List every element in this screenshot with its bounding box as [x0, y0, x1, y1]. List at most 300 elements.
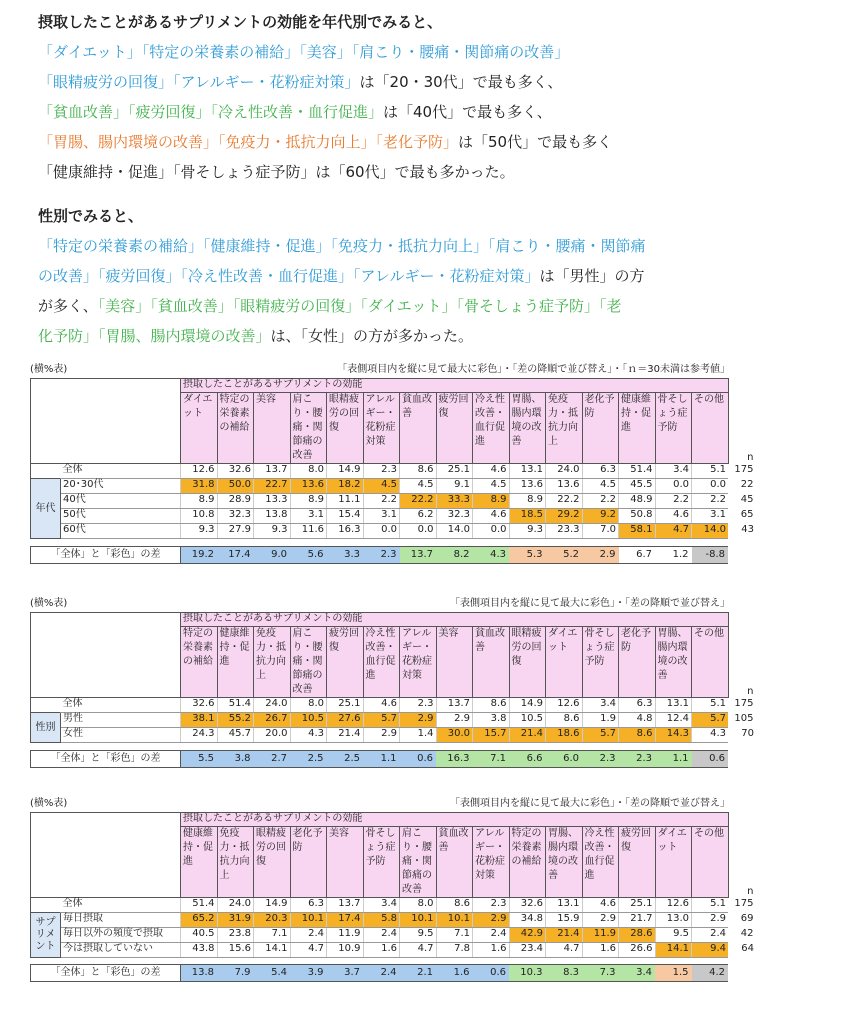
value-cell: 58.1	[619, 524, 656, 539]
value-cell: 33.3	[436, 494, 473, 509]
value-cell: 28.6	[619, 928, 656, 943]
value-cell: 0.0	[363, 524, 400, 539]
table-row	[31, 713, 757, 728]
value-cell: 25.1	[619, 898, 656, 913]
value-cell: 14.9	[509, 698, 546, 713]
difference-label: 「全体」と「彩色」の差	[31, 965, 181, 982]
value-cell: 18.6	[546, 728, 583, 743]
value-cell: 65.2	[181, 913, 218, 928]
value-cell: 6.2	[400, 509, 437, 524]
difference-cell: 4.3	[473, 547, 510, 564]
value-cell: 14.0	[436, 524, 473, 539]
value-cell: 23.8	[217, 928, 254, 943]
summary-segment: 「眼精疲労の回復」「アレルギー・花粉症対策」	[38, 73, 360, 91]
difference-cell: 0.6	[400, 751, 437, 768]
difference-cell: 5.2	[546, 547, 583, 564]
value-cell: 1.6	[582, 943, 619, 958]
difference-cell: 2.3	[619, 751, 656, 768]
value-cell: 5.7	[582, 728, 619, 743]
difference-cell: 2.5	[290, 751, 327, 768]
value-cell: 4.8	[619, 713, 656, 728]
difference-cell: 0.6	[692, 751, 729, 768]
difference-cell: 4.2	[692, 965, 729, 982]
row-label: 今は摂取していない	[61, 943, 181, 958]
summary-line	[38, 98, 552, 126]
value-cell: 11.9	[327, 928, 364, 943]
value-cell: 0.0	[655, 479, 692, 494]
value-cell: 3.4	[582, 698, 619, 713]
value-cell: 9.4	[692, 943, 729, 958]
value-cell: 13.7	[254, 464, 291, 479]
value-cell: 24.0	[254, 698, 291, 713]
value-cell: 4.5	[400, 479, 437, 494]
table-row	[31, 524, 757, 539]
value-cell: 2.9	[582, 913, 619, 928]
value-cell: 8.9	[181, 494, 218, 509]
difference-cell: 13.7	[400, 547, 437, 564]
difference-cell: 16.3	[436, 751, 473, 768]
difference-cell: 6.0	[546, 751, 583, 768]
difference-cell: 1.6	[436, 965, 473, 982]
value-cell: 4.5	[473, 479, 510, 494]
value-cell: 24.0	[546, 464, 583, 479]
summary-segment: 「胃腸、腸内環境の改善」「免疫力・抵抗力向上」「老化予防」	[38, 133, 459, 151]
value-cell: 8.9	[473, 494, 510, 509]
difference-cell: -8.8	[692, 547, 729, 564]
column-header: 疲労回復	[619, 827, 656, 898]
row-label: 40代	[61, 494, 181, 509]
value-cell: 43.8	[181, 943, 218, 958]
row-label: 毎日以外の頻度で摂取	[61, 928, 181, 943]
n-value: 175	[734, 697, 754, 709]
row-label: 全体	[61, 698, 181, 713]
column-header: その他	[692, 393, 729, 464]
table-caption: (横%表)	[30, 598, 68, 609]
value-cell: 22.2	[546, 494, 583, 509]
row-label: 毎日摂取	[61, 913, 181, 928]
blank-cell	[31, 464, 61, 479]
summary-line	[38, 322, 473, 350]
value-cell: 5.8	[363, 913, 400, 928]
difference-cell: 2.4	[363, 965, 400, 982]
column-header: 美容	[436, 627, 473, 698]
difference-cell: 13.8	[181, 965, 218, 982]
value-cell: 32.6	[217, 464, 254, 479]
value-cell: 9.3	[181, 524, 218, 539]
value-cell: 4.7	[400, 943, 437, 958]
column-header: 冷え性改善・血行促進	[363, 627, 400, 698]
value-cell: 6.3	[290, 898, 327, 913]
value-cell: 8.6	[546, 713, 583, 728]
difference-cell: 3.7	[327, 965, 364, 982]
difference-cell: 1.1	[655, 751, 692, 768]
value-cell: 2.3	[400, 698, 437, 713]
value-cell: 4.3	[290, 728, 327, 743]
section-heading: 性別でみると、	[38, 207, 144, 225]
header-title: 摂取したことがあるサプリメントの効能	[181, 379, 729, 393]
data-table	[30, 378, 757, 539]
value-cell: 5.1	[692, 698, 729, 713]
summary-segment: 化予防」「胃腸、腸内環境の改善」	[38, 327, 271, 345]
value-cell: 7.1	[254, 928, 291, 943]
difference-row	[30, 964, 728, 982]
table-note: 「表側項目内を縦に見て最大に彩色」・「差の降順で並び替え」	[450, 798, 730, 809]
value-cell: 27.6	[327, 713, 364, 728]
row-label: 男性	[61, 713, 181, 728]
column-header: 美容	[254, 393, 291, 464]
value-cell: 11.9	[582, 928, 619, 943]
value-cell: 0.0	[473, 524, 510, 539]
value-cell: 20.0	[254, 728, 291, 743]
value-cell: 8.9	[509, 494, 546, 509]
value-cell: 10.1	[400, 913, 437, 928]
difference-cell: 6.7	[619, 547, 656, 564]
difference-cell: 10.3	[509, 965, 546, 982]
value-cell: 9.2	[582, 509, 619, 524]
value-cell: 13.8	[254, 509, 291, 524]
difference-cell: 7.3	[582, 965, 619, 982]
value-cell: 18.2	[327, 479, 364, 494]
n-value: 22	[740, 478, 754, 490]
value-cell: 14.1	[254, 943, 291, 958]
n-value: 70	[741, 727, 754, 739]
value-cell: 10.1	[436, 913, 473, 928]
value-cell: 25.1	[436, 464, 473, 479]
value-cell: 2.4	[363, 928, 400, 943]
column-header: 肩こり・腰痛・関節痛の改善	[400, 827, 437, 898]
value-cell: 15.7	[473, 728, 510, 743]
column-header: アレルギー・花粉症対策	[363, 393, 400, 464]
value-cell: 8.6	[436, 898, 473, 913]
value-cell: 14.3	[655, 728, 692, 743]
section-heading: 摂取したことがあるサプリメントの効能を年代別でみると、	[38, 13, 443, 31]
column-header: 美容	[327, 827, 364, 898]
row-group-label: 性別	[31, 713, 61, 743]
value-cell: 21.4	[509, 728, 546, 743]
difference-cell: 1.5	[655, 965, 692, 982]
value-cell: 5.1	[692, 898, 729, 913]
value-cell: 13.3	[254, 494, 291, 509]
difference-cell: 19.2	[181, 547, 218, 564]
value-cell: 13.6	[546, 479, 583, 494]
difference-label: 「全体」と「彩色」の差	[31, 751, 181, 768]
column-header: その他	[692, 827, 729, 898]
value-cell: 51.4	[619, 464, 656, 479]
value-cell: 5.1	[692, 464, 729, 479]
column-header: 胃腸、腸内環境の改善	[509, 393, 546, 464]
column-header: 眼精疲労の回復	[254, 827, 291, 898]
value-cell: 8.6	[473, 698, 510, 713]
value-cell: 8.9	[290, 494, 327, 509]
value-cell: 12.6	[546, 698, 583, 713]
value-cell: 9.3	[509, 524, 546, 539]
value-cell: 50.8	[619, 509, 656, 524]
table-caption: (横%表)	[30, 364, 68, 375]
difference-cell: 5.5	[181, 751, 218, 768]
row-group-label: サプリメント	[31, 913, 61, 958]
column-header: 貧血改善	[473, 627, 510, 698]
row-label: 全体	[61, 464, 181, 479]
value-cell: 2.4	[290, 928, 327, 943]
column-header: 特定の栄養素の補給	[217, 393, 254, 464]
value-cell: 51.4	[181, 898, 218, 913]
value-cell: 55.2	[217, 713, 254, 728]
value-cell: 1.4	[400, 728, 437, 743]
row-group-label: 年代	[31, 479, 61, 539]
value-cell: 38.1	[181, 713, 218, 728]
corner-cell	[31, 613, 181, 698]
column-header: 免疫力・抵抗力向上	[546, 393, 583, 464]
column-header: ダイエット	[181, 393, 218, 464]
n-value: 42	[740, 927, 754, 939]
difference-cell: 17.4	[217, 547, 254, 564]
value-cell: 1.6	[473, 943, 510, 958]
table-row	[31, 509, 757, 524]
value-cell: 5.7	[363, 713, 400, 728]
corner-cell	[31, 379, 181, 464]
value-cell: 3.1	[290, 509, 327, 524]
value-cell: 28.9	[217, 494, 254, 509]
difference-cell: 3.4	[619, 965, 656, 982]
value-cell: 23.4	[509, 943, 546, 958]
value-cell: 8.6	[619, 728, 656, 743]
table-note: 「表側項目内を縦に見て最大に彩色」・「差の降順で並び替え」・「ｎ＝30未満は参考値」	[337, 364, 730, 375]
table-row	[31, 479, 757, 494]
row-label: 20･30代	[61, 479, 181, 494]
difference-cell: 9.0	[254, 547, 291, 564]
value-cell: 24.0	[217, 898, 254, 913]
value-cell: 15.9	[546, 913, 583, 928]
header-title: 摂取したことがあるサプリメントの効能	[181, 813, 729, 827]
n-header: n	[747, 451, 754, 463]
value-cell: 2.9	[436, 713, 473, 728]
value-cell: 14.9	[254, 898, 291, 913]
difference-cell: 7.9	[217, 965, 254, 982]
value-cell: 14.1	[655, 943, 692, 958]
value-cell: 22.7	[254, 479, 291, 494]
value-cell: 8.6	[400, 464, 437, 479]
value-cell: 51.4	[217, 698, 254, 713]
value-cell: 23.3	[546, 524, 583, 539]
value-cell: 32.6	[181, 698, 218, 713]
value-cell: 11.1	[327, 494, 364, 509]
value-cell: 2.2	[363, 494, 400, 509]
n-header: n	[747, 885, 754, 897]
value-cell: 6.3	[582, 464, 619, 479]
blank-cell	[31, 698, 61, 713]
column-header: 疲労回復	[436, 393, 473, 464]
column-header: 免疫力・抵抗力向上	[217, 827, 254, 898]
column-header: ダイエット	[546, 627, 583, 698]
value-cell: 34.8	[509, 913, 546, 928]
column-header: 眼精疲労の回復	[327, 393, 364, 464]
value-cell: 50.0	[217, 479, 254, 494]
value-cell: 6.3	[619, 698, 656, 713]
value-cell: 2.4	[473, 928, 510, 943]
n-value: 175	[734, 897, 754, 909]
value-cell: 3.1	[692, 509, 729, 524]
value-cell: 29.2	[546, 509, 583, 524]
value-cell: 14.9	[327, 464, 364, 479]
difference-row	[30, 546, 728, 564]
table-row	[31, 494, 757, 509]
summary-line	[38, 292, 622, 320]
value-cell: 31.8	[181, 479, 218, 494]
value-cell: 2.3	[363, 464, 400, 479]
difference-cell: 7.1	[473, 751, 510, 768]
value-cell: 7.1	[436, 928, 473, 943]
value-cell: 2.9	[363, 728, 400, 743]
blank-cell	[728, 379, 756, 393]
difference-cell: 1.1	[363, 751, 400, 768]
column-header: 骨そしょう症予防	[582, 627, 619, 698]
table-caption: (横%表)	[30, 798, 68, 809]
column-header: 健康維持・促進	[181, 827, 218, 898]
value-cell: 13.1	[509, 464, 546, 479]
blank-cell	[31, 898, 61, 913]
value-cell: 4.6	[473, 509, 510, 524]
column-header: 老化予防	[290, 827, 327, 898]
value-cell: 32.6	[509, 898, 546, 913]
n-value: 65	[740, 508, 754, 520]
value-cell: 4.7	[546, 943, 583, 958]
value-cell: 10.8	[181, 509, 218, 524]
value-cell: 42.9	[509, 928, 546, 943]
column-header: 特定の栄養素の補給	[181, 627, 218, 698]
difference-cell: 5.3	[509, 547, 546, 564]
column-header: アレルギー・花粉症対策	[473, 827, 510, 898]
summary-segment: は、「女性」の方が多かった。	[270, 327, 474, 345]
value-cell: 40.5	[181, 928, 218, 943]
column-header: 骨そしょう症予防	[363, 827, 400, 898]
table-row	[31, 943, 757, 958]
summary-segment: が多く、	[38, 297, 98, 315]
value-cell: 4.5	[363, 479, 400, 494]
value-cell: 13.1	[655, 698, 692, 713]
value-cell: 1.6	[363, 943, 400, 958]
difference-cell: 1.2	[655, 547, 692, 564]
column-header: 冷え性改善・血行促進	[473, 393, 510, 464]
value-cell: 31.9	[217, 913, 254, 928]
summary-segment: は「40代」で最も多く、	[383, 103, 552, 121]
value-cell: 4.7	[655, 524, 692, 539]
column-header: 老化予防	[582, 393, 619, 464]
value-cell: 26.7	[254, 713, 291, 728]
value-cell: 9.3	[254, 524, 291, 539]
value-cell: 27.9	[217, 524, 254, 539]
value-cell: 4.6	[582, 898, 619, 913]
column-header: 疲労回復	[327, 627, 364, 698]
summary-segment: は「50代」で最も多く	[458, 133, 613, 151]
difference-cell: 2.9	[582, 547, 619, 564]
difference-label: 「全体」と「彩色」の差	[31, 547, 181, 564]
difference-cell: 3.9	[290, 965, 327, 982]
table-row	[31, 728, 757, 743]
column-header: 眼精疲労の回復	[509, 627, 546, 698]
table-row	[31, 898, 757, 913]
difference-cell: 3.8	[217, 751, 254, 768]
value-cell: 3.4	[363, 898, 400, 913]
value-cell: 32.3	[217, 509, 254, 524]
difference-cell: 6.6	[509, 751, 546, 768]
value-cell: 2.3	[473, 898, 510, 913]
value-cell: 3.8	[473, 713, 510, 728]
value-cell: 2.9	[400, 713, 437, 728]
value-cell: 13.0	[655, 913, 692, 928]
column-header: 肩こり・腰痛・関節痛の改善	[290, 627, 327, 698]
summary-segment: の改善」「疲労回復」「冷え性改善・血行促進」「アレルギー・花粉症対策」	[38, 267, 540, 285]
value-cell: 0.0	[400, 524, 437, 539]
row-label: 女性	[61, 728, 181, 743]
value-cell: 21.4	[327, 728, 364, 743]
value-cell: 4.5	[582, 479, 619, 494]
summary-line	[38, 232, 646, 260]
value-cell: 18.5	[509, 509, 546, 524]
difference-cell: 2.3	[363, 547, 400, 564]
summary-segment: 「健康維持・促進」「骨そしょう症予防」は「60代」で最も多かった。	[38, 163, 515, 181]
value-cell: 2.2	[655, 494, 692, 509]
column-header: 特定の栄養素の補給	[509, 827, 546, 898]
column-header: 貧血改善	[400, 393, 437, 464]
table-row	[31, 928, 757, 943]
value-cell: 12.6	[655, 898, 692, 913]
value-cell: 10.5	[290, 713, 327, 728]
value-cell: 13.1	[546, 898, 583, 913]
summary-segment: 「貧血改善」「疲労回復」「冷え性改善・血行促進」	[38, 103, 384, 121]
summary-segment: は「20・30代」で最も多く、	[359, 73, 563, 91]
summary-segment: は「男性」の方	[539, 267, 645, 285]
value-cell: 2.2	[582, 494, 619, 509]
summary-segment: 「特定の栄養素の補給」「健康維持・促進」「免疫力・抵抗力向上」「肩こり・腰痛・関節痛	[38, 237, 646, 255]
value-cell: 13.6	[290, 479, 327, 494]
value-cell: 8.0	[290, 464, 327, 479]
summary-line	[38, 158, 515, 186]
value-cell: 15.4	[327, 509, 364, 524]
difference-row	[30, 750, 728, 768]
column-header: 免疫力・抵抗力向上	[254, 627, 291, 698]
column-header: 貧血改善	[436, 827, 473, 898]
summary-line	[38, 68, 562, 96]
table-row	[31, 464, 757, 479]
corner-cell	[31, 813, 181, 898]
value-cell: 14.0	[692, 524, 729, 539]
column-header: 冷え性改善・血行促進	[582, 827, 619, 898]
value-cell: 26.6	[619, 943, 656, 958]
column-header: 胃腸、腸内環境の改善	[546, 827, 583, 898]
difference-cell: 5.6	[290, 547, 327, 564]
column-header: 老化予防	[619, 627, 656, 698]
difference-cell: 2.3	[582, 751, 619, 768]
value-cell: 12.6	[181, 464, 218, 479]
value-cell: 45.7	[217, 728, 254, 743]
n-value: 175	[734, 463, 754, 475]
value-cell: 24.3	[181, 728, 218, 743]
value-cell: 21.7	[619, 913, 656, 928]
summary-segment: 「ダイエット」「特定の栄養素の補給」「美容」「肩こり・腰痛・関節痛の改善」	[38, 43, 570, 61]
data-table	[30, 812, 757, 958]
header-title: 摂取したことがあるサプリメントの効能	[181, 613, 729, 627]
value-cell: 11.6	[290, 524, 327, 539]
value-cell: 0.0	[692, 479, 729, 494]
column-header: アレルギー・花粉症対策	[400, 627, 437, 698]
value-cell: 4.3	[692, 728, 729, 743]
n-value: 69	[740, 912, 754, 924]
value-cell: 9.1	[436, 479, 473, 494]
value-cell: 5.7	[692, 713, 729, 728]
value-cell: 20.3	[254, 913, 291, 928]
n-value: 45	[740, 493, 754, 505]
column-header: 骨そしょう症予防	[655, 393, 692, 464]
